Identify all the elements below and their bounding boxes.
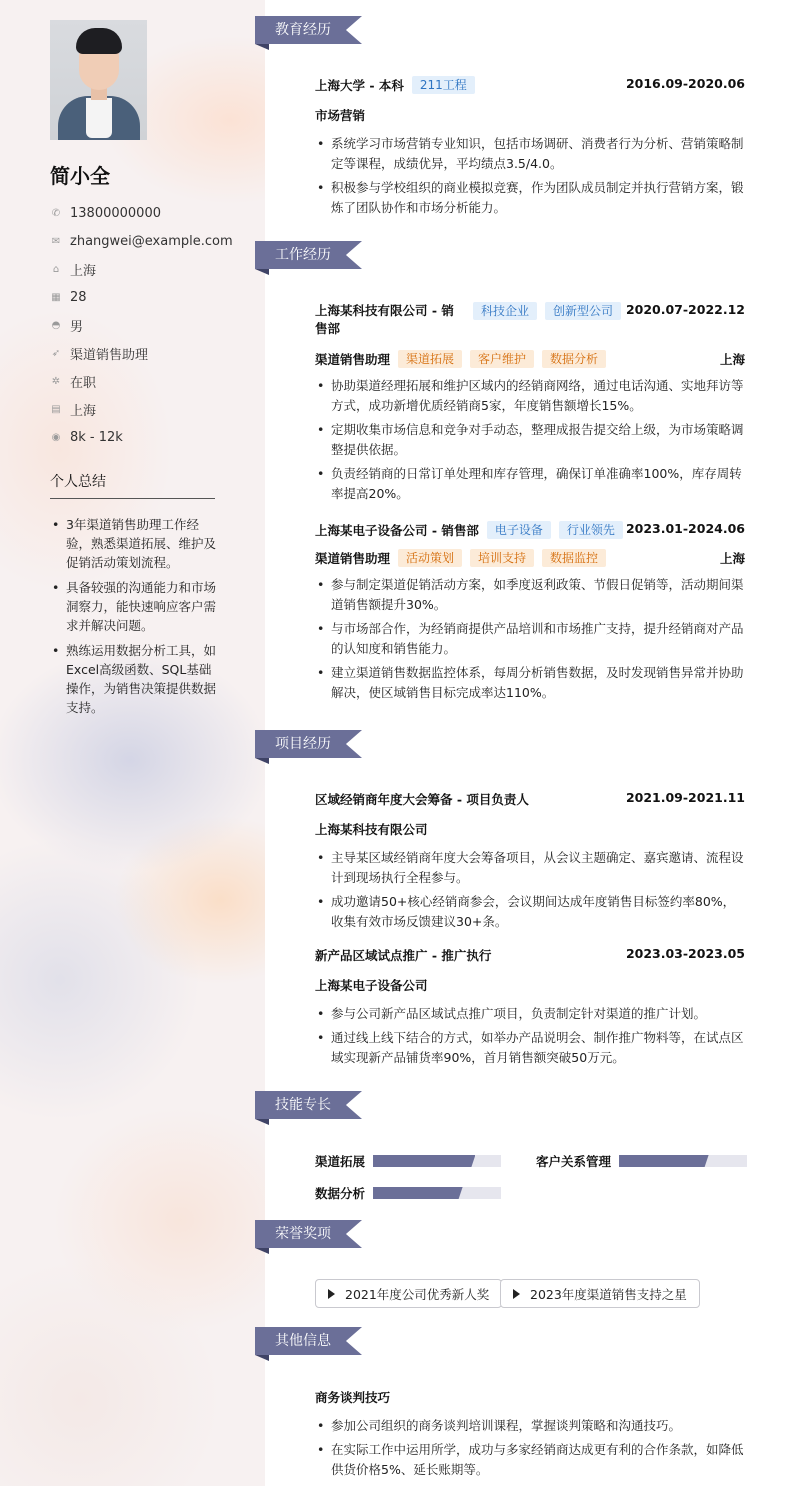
other-title: 商务谈判技巧 bbox=[315, 1390, 391, 1405]
work-entry-2 bbox=[315, 521, 745, 707]
info-gender bbox=[50, 311, 233, 339]
info-value: 男 bbox=[70, 319, 84, 335]
project-date: 2023.03-2023.05 bbox=[625, 946, 745, 961]
info-phone bbox=[50, 199, 233, 227]
section-title: 项目经历 bbox=[275, 736, 331, 752]
summary-divider bbox=[50, 498, 215, 499]
company-tag: 科技企业 bbox=[473, 302, 537, 320]
phone-icon: ✆ bbox=[51, 207, 61, 219]
role-tag: 客户维护 bbox=[470, 350, 534, 368]
project-company: 上海某电子设备公司 bbox=[315, 978, 428, 993]
company-name: 上海某电子设备公司 - 销售部 bbox=[315, 523, 479, 538]
award-item bbox=[315, 1279, 502, 1308]
work-date: 2020.07-2022.12 bbox=[625, 302, 745, 317]
other-entry bbox=[315, 1388, 745, 1484]
bullet-item: • 参与公司新产品区域试点推广项目，负责制定针对渠道的推广计划。 bbox=[315, 1004, 745, 1024]
work-bullets bbox=[315, 575, 745, 703]
profile-name: 简小全 bbox=[50, 164, 110, 188]
play-icon bbox=[513, 1289, 520, 1299]
project-date: 2021.09-2021.11 bbox=[625, 790, 745, 805]
role-tag: 活动策划 bbox=[398, 549, 462, 567]
award-label: 2023年度渠道销售支持之星 bbox=[530, 1286, 687, 1302]
project-bullets bbox=[315, 848, 745, 932]
section-header-awards bbox=[255, 1220, 362, 1248]
education-bullets bbox=[315, 134, 745, 218]
section-header-project bbox=[255, 730, 362, 758]
work-entry-1 bbox=[315, 302, 745, 508]
city-icon: ▤ bbox=[51, 403, 61, 415]
work-bullets bbox=[315, 376, 745, 504]
skill-bar-fill bbox=[373, 1187, 463, 1199]
age-icon: ▦ bbox=[51, 291, 61, 303]
other-bullets bbox=[315, 1416, 745, 1480]
summary-list bbox=[50, 515, 218, 723]
project-company: 上海某科技有限公司 bbox=[315, 822, 428, 837]
project-title: 区域经销商年度大会筹备 - 项目负责人 bbox=[315, 792, 529, 807]
project-title: 新产品区域试点推广 - 推广执行 bbox=[315, 948, 492, 963]
role-tag: 数据分析 bbox=[542, 350, 606, 368]
info-value: 渠道销售助理 bbox=[70, 347, 149, 363]
bullet-item: • 建立渠道销售数据监控体系，每周分析销售数据，及时发现销售异常并协助解决，使区域销售目标完成率达110%。 bbox=[315, 663, 745, 703]
section-header-skills bbox=[255, 1091, 362, 1119]
summary-item: • 3年渠道销售助理工作经验，熟悉渠道拓展、维护及促销活动策划流程。 bbox=[50, 515, 218, 572]
play-icon bbox=[328, 1289, 335, 1299]
school-name: 上海大学 - 本科 bbox=[315, 78, 404, 93]
bullet-item: • 与市场部合作，为经销商提供产品培训和市场推广支持，提升经销商对产品的认知度和销售能力。 bbox=[315, 619, 745, 659]
job-role: 渠道销售助理 bbox=[315, 352, 391, 367]
company-tag: 行业领先 bbox=[559, 521, 623, 539]
skill-bar bbox=[373, 1187, 501, 1199]
section-title: 荣誉奖项 bbox=[275, 1226, 331, 1242]
info-value: 上海 bbox=[70, 403, 97, 419]
section-title: 技能专长 bbox=[275, 1097, 331, 1113]
info-email bbox=[50, 227, 233, 255]
work-city: 上海 bbox=[719, 352, 745, 367]
info-salary bbox=[50, 423, 233, 451]
company-name: 上海某科技有限公司 - 销售部 bbox=[315, 303, 454, 336]
bullet-item: • 负责经销商的日常订单处理和库存管理，确保订单准确率100%，库存周转率提高20%。 bbox=[315, 464, 745, 504]
gender-icon: ◓ bbox=[51, 319, 61, 331]
role-tag: 数据监控 bbox=[542, 549, 606, 567]
skill-bar bbox=[619, 1155, 747, 1167]
section-header-work bbox=[255, 241, 362, 269]
award-label: 2021年度公司优秀新人奖 bbox=[345, 1286, 490, 1302]
salary-icon: ◉ bbox=[51, 431, 61, 443]
work-date: 2023.01-2024.06 bbox=[625, 521, 745, 536]
info-age bbox=[50, 283, 233, 311]
section-title: 教育经历 bbox=[275, 22, 331, 38]
info-home bbox=[50, 255, 233, 283]
bullet-item: • 协助渠道经理拓展和维护区域内的经销商网络，通过电话沟通、实地拜访等方式，成功新增优质经销商5家，年度销售额增长15%。 bbox=[315, 376, 745, 416]
company-tag: 创新型公司 bbox=[545, 302, 621, 320]
info-target-job bbox=[50, 339, 233, 367]
profile-photo bbox=[50, 20, 147, 140]
info-value: 13800000000 bbox=[70, 205, 161, 221]
summary-item: • 具备较强的沟通能力和市场洞察力，能快速响应客户需求并解决问题。 bbox=[50, 578, 218, 635]
job-role: 渠道销售助理 bbox=[315, 551, 391, 566]
project-entry-2 bbox=[315, 946, 745, 1072]
info-status bbox=[50, 367, 233, 395]
summary-title: 个人总结 bbox=[50, 474, 106, 490]
skill-bar-fill bbox=[373, 1155, 475, 1167]
bullet-item: • 主导某区域经销商年度大会筹备项目，从会议主题确定、嘉宾邀请、流程设计到现场执行全程参与。 bbox=[315, 848, 745, 888]
info-value: zhangwei@example.com bbox=[70, 233, 233, 249]
info-value: 在职 bbox=[70, 375, 97, 391]
summary-item: • 熟练运用数据分析工具，如Excel高级函数、SQL基础操作，为销售决策提供数据支持。 bbox=[50, 641, 218, 717]
section-header-education bbox=[255, 16, 362, 44]
award-item bbox=[500, 1279, 700, 1308]
bullet-item: • 参加公司组织的商务谈判培训课程，掌握谈判策略和沟通技巧。 bbox=[315, 1416, 745, 1436]
status-icon: ✲ bbox=[51, 375, 61, 387]
work-city: 上海 bbox=[719, 551, 745, 566]
bullet-item: • 积极参与学校组织的商业模拟竞赛，作为团队成员制定并执行营销方案，锻炼了团队协作和市场分析能力。 bbox=[315, 178, 745, 218]
section-header-other bbox=[255, 1327, 362, 1355]
info-city bbox=[50, 395, 233, 423]
bullet-item: • 系统学习市场营销专业知识，包括市场调研、消费者行为分析、营销策略制定等课程，成绩优异，平均绩点3.5/4.0。 bbox=[315, 134, 745, 174]
skill-name: 渠道拓展 bbox=[315, 1154, 366, 1169]
bullet-item: • 通过线上线下结合的方式，如举办产品说明会、制作推广物料等，在试点区域实现新产品铺货率90%，首月销售额突破50万元。 bbox=[315, 1028, 745, 1068]
home-icon: ⌂ bbox=[52, 263, 60, 275]
email-icon: ✉ bbox=[51, 235, 61, 247]
role-tag: 渠道拓展 bbox=[398, 350, 462, 368]
skill-bar bbox=[373, 1155, 501, 1167]
school-tag: 211工程 bbox=[412, 76, 475, 94]
project-entry-1 bbox=[315, 790, 745, 936]
project-bullets bbox=[315, 1004, 745, 1068]
bullet-item: • 成功邀请50+核心经销商参会，会议期间达成年度销售目标签约率80%，收集有效市场反馈建议30+条。 bbox=[315, 892, 745, 932]
info-value: 8k - 12k bbox=[70, 429, 123, 445]
skill-name: 数据分析 bbox=[315, 1186, 366, 1201]
sidebar bbox=[0, 0, 265, 1486]
target-job-icon: ➶ bbox=[51, 347, 61, 359]
role-tag: 培训支持 bbox=[470, 549, 534, 567]
skill-item bbox=[536, 1152, 747, 1170]
bullet-item: • 参与制定渠道促销活动方案，如季度返利政策、节假日促销等，活动期间渠道销售额提升30%。 bbox=[315, 575, 745, 615]
info-value: 上海 bbox=[70, 263, 97, 279]
info-value: 28 bbox=[70, 289, 87, 305]
profile-info-list bbox=[50, 199, 233, 451]
company-tag: 电子设备 bbox=[487, 521, 551, 539]
section-title: 工作经历 bbox=[275, 247, 331, 263]
bullet-item: • 在实际工作中运用所学，成功与多家经销商达成更有利的合作条款，如降低供货价格5%、延长账期等。 bbox=[315, 1440, 745, 1480]
section-title: 其他信息 bbox=[275, 1333, 331, 1349]
education-major: 市场营销 bbox=[315, 108, 366, 123]
education-entry bbox=[315, 76, 745, 222]
skill-item bbox=[315, 1152, 501, 1170]
skill-item bbox=[315, 1184, 501, 1202]
skill-bar-fill bbox=[619, 1155, 709, 1167]
skill-name: 客户关系管理 bbox=[536, 1154, 612, 1169]
bullet-item: • 定期收集市场信息和竞争对手动态，整理成报告提交给上级，为市场策略调整提供依据。 bbox=[315, 420, 745, 460]
education-date: 2016.09-2020.06 bbox=[625, 76, 745, 91]
